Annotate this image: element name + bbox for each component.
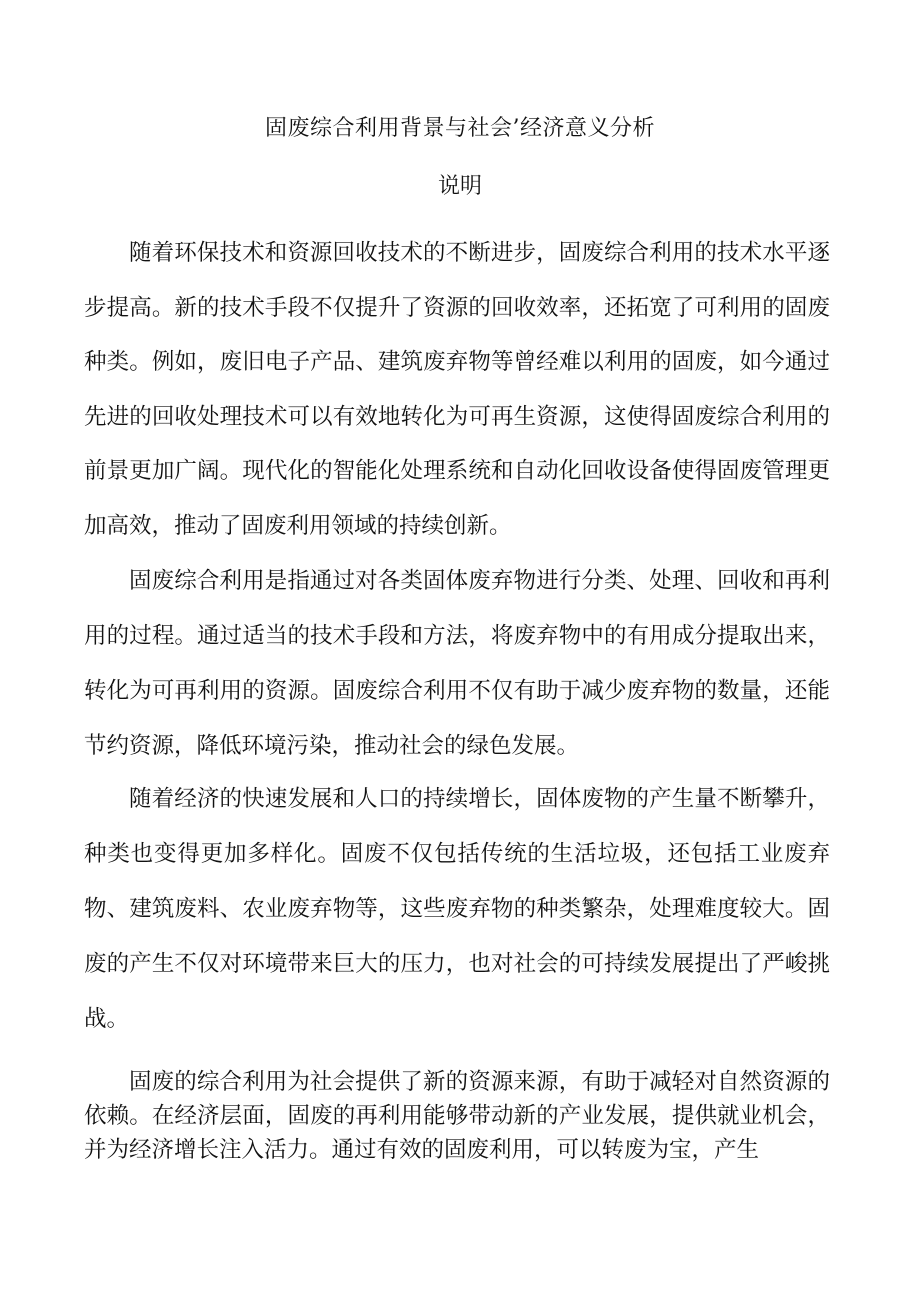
paragraph-2: 固废综合利用是指通过对各类固体废弃物进行分类、处理、回收和再利用的过程。通过适当的技术手段和方法，将废弃物中的有用成分提取出来，转化为可再利用的资源。固废综合利用不仅有助于减少废弃物的数量，还能节约资源，降低环境污染，推动社会的绿色发展。: [84, 568, 830, 759]
paragraph-4: 固废的综合利用为社会提供了新的资源来源，有助于减轻对自然资源的依赖。在经济层面，固废的再利用能够带动新的产业发展，提供就业机会，并为经济增长注入活力。通过有效的固废利用，可以转废为宝，产生: [84, 1069, 830, 1163]
paragraph-3: 随着经济的快速发展和人口的持续增长，固体废物的产生量不断攀升，种类也变得更加多样化。固废不仅包括传统的生活垃圾，还包括工业废弃物、建筑废料、农业废弃物等，这些废弃物的种类繁杂，处理难度较大。固废的产生不仅对环境带来巨大的压力，也对社会的可持续发展提出了严峻挑战。: [84, 786, 830, 1032]
document-title: 固废综合利用背景与社会’经济意义分析: [265, 116, 655, 141]
document-subtitle: 说明: [437, 174, 482, 199]
paragraph-1: 随着环保技术和资源回收技术的不断进步，固废综合利用的技术水平逐步提高。新的技术手段不仅提升了资源的回收效率，还拓宽了可利用的固废种类。例如，废旧电子产品、建筑废弃物等曾经难以利用的固废，如今通过先进的回收处理技术可以有效地转化为可再生资源，这使得固废综合利用的前景更加广阔。现代化的智能化处理系统和自动化回收设备使得固废管理更加高效，推动了固废利用领域的持续创新。: [84, 240, 830, 539]
